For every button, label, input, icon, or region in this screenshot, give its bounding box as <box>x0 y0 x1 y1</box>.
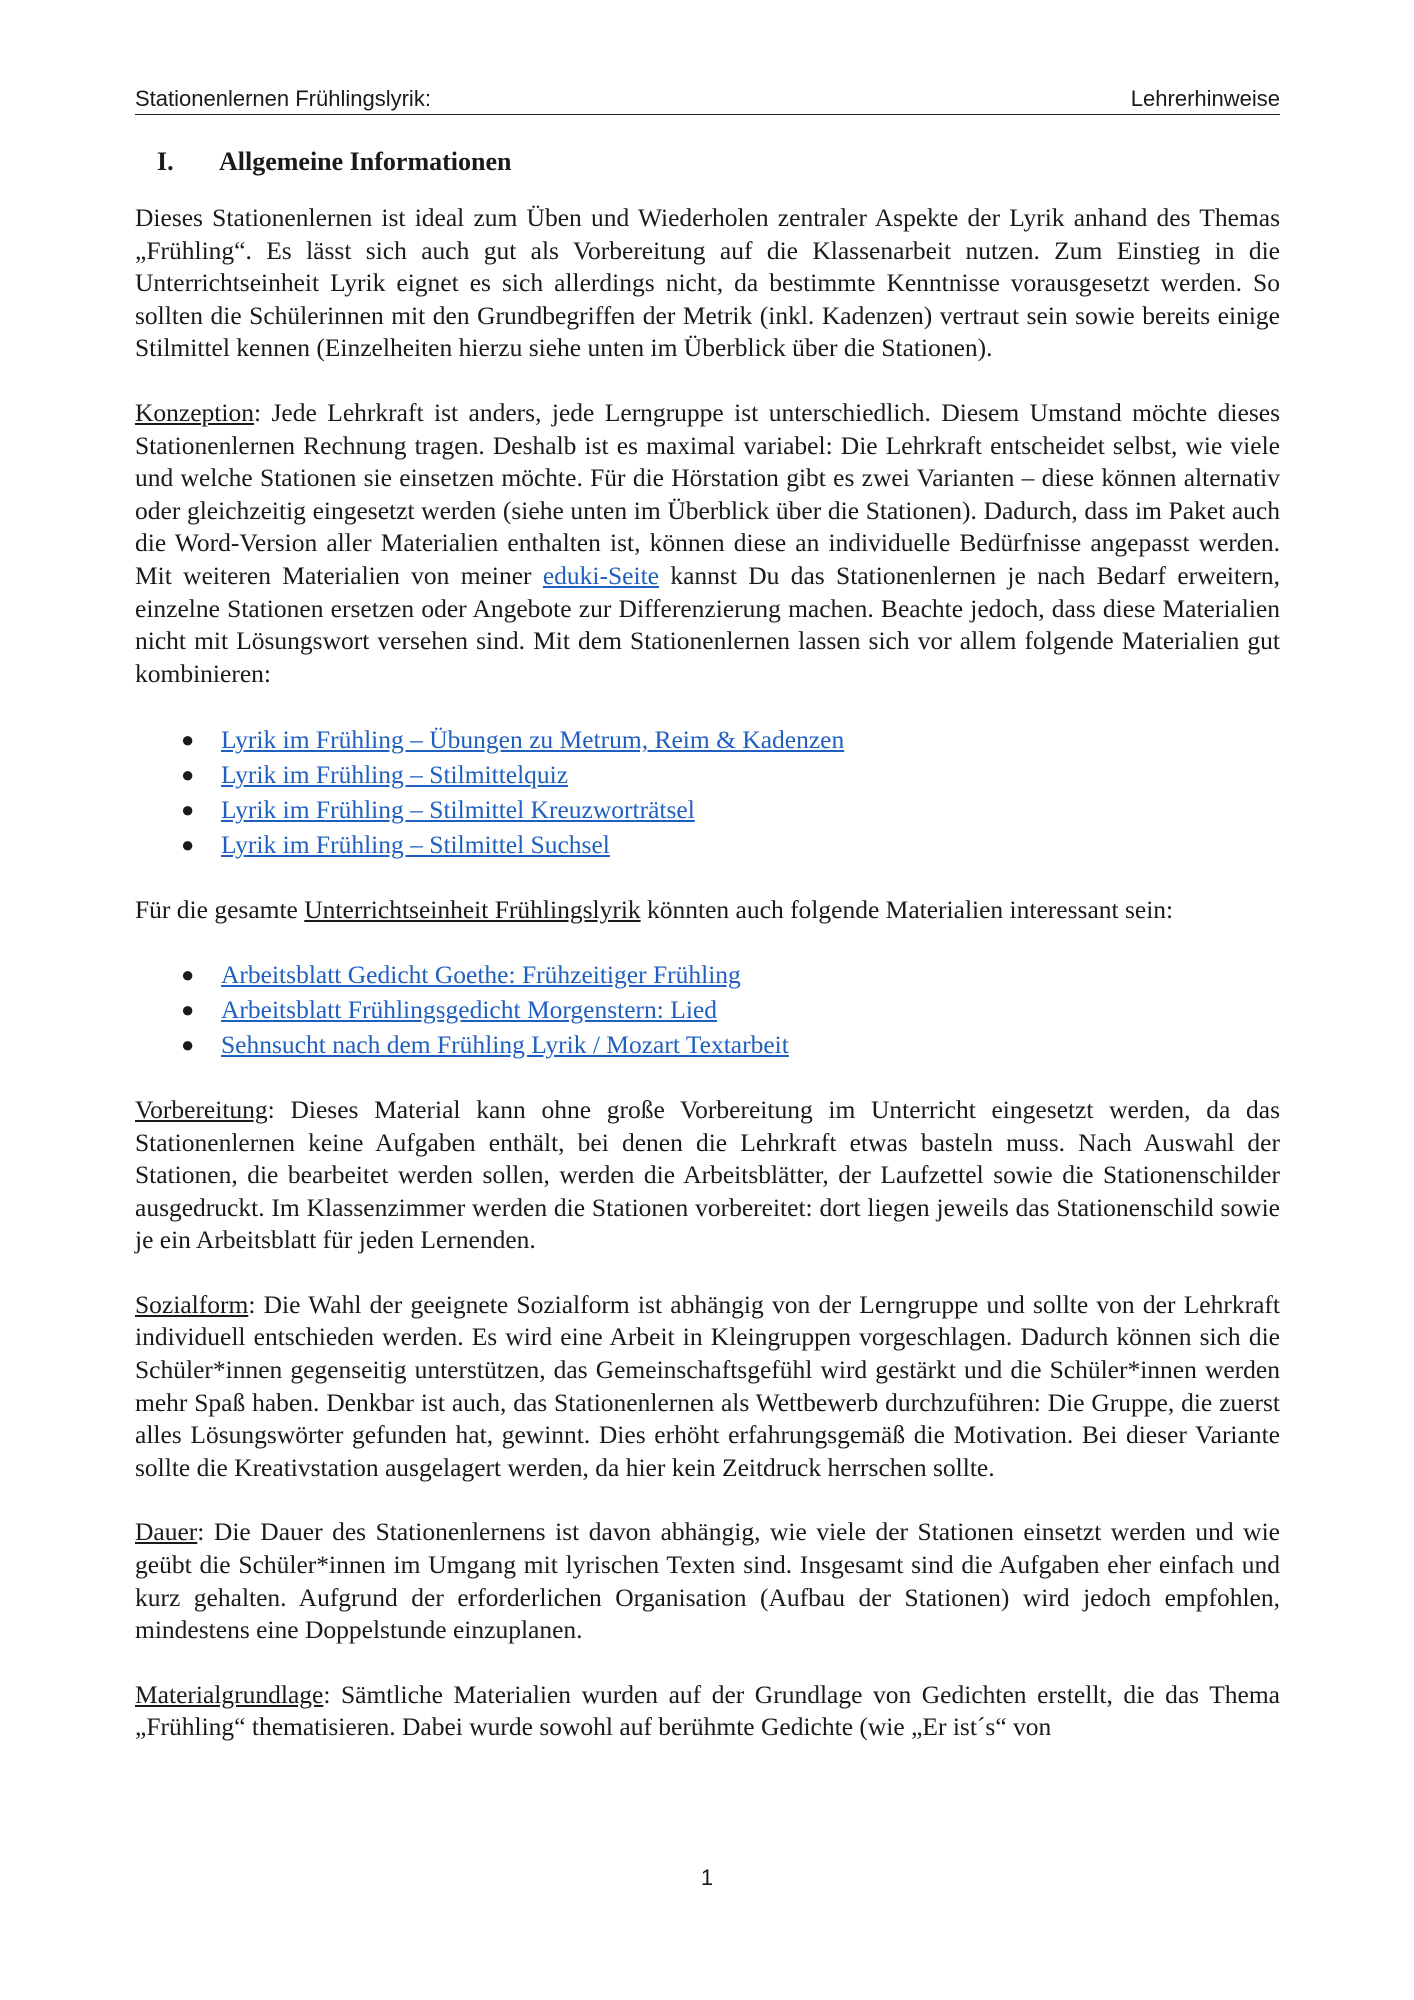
konzeption-text: : Jede Lehrkraft ist anders, jede Lerngruppe ist unterschiedlich. Diesem Umstand möchte dieses Stationenlernen Rechnung tragen. Deshalb ist es maximal variabel: Die Lehrkraft entscheidet selbst, wie viele und welche Stationen sie einsetzen möchte. Für die Hörstation gibt es zwei Varianten – diese können alternativ oder gleichzeitig eingesetzt werden (siehe unten im Überblick über die Stationen). Dadurch, dass im Paket auch die Word-Version aller Materialien enthalten ist, können diese an individuelle Bedürfnisse angepasst werden. Mit weiteren Materialien von meiner <box>135 397 1280 590</box>
material-link[interactable]: Sehnsucht nach dem Frühling Lyrik / Mozart Textarbeit <box>221 1029 789 1059</box>
material-link[interactable]: Arbeitsblatt Frühlingsgedicht Morgenstern: Lied <box>221 994 717 1024</box>
list-item <box>135 757 1280 792</box>
unit-text-continued: könnten auch folgende Materialien interessant sein: <box>640 895 1174 925</box>
list-item <box>135 722 1280 757</box>
section-heading <box>157 146 1280 178</box>
unit-paragraph <box>135 894 1280 927</box>
bullet-icon: ● <box>181 762 195 788</box>
bullet-icon: ● <box>181 1031 195 1057</box>
header-section: Lehrerhinweise <box>1130 86 1280 111</box>
bullet-icon: ● <box>181 996 195 1022</box>
dauer-paragraph <box>135 1516 1280 1646</box>
page-number: 1 <box>700 1865 714 1890</box>
dauer-label: Dauer <box>135 1517 198 1547</box>
material-link[interactable]: Arbeitsblatt Gedicht Goethe: Frühzeitiger Frühling <box>221 959 741 989</box>
bullet-icon: ● <box>181 797 195 823</box>
vorbereitung-text: : Dieses Material kann ohne große Vorbereitung im Unterricht eingesetzt werden, da das Stationenlernen keine Aufgaben enthält, bei denen die Lehrkraft etwas basteln muss. Nach Auswahl der Stationen, die bearbeitet werden sollen, werden die Arbeitsblätter, der Laufzettel sowie die Stationenschilder ausgedruckt. Im Klassenzimmer werden die Stationen vorbereitet: dort liegen jeweils das Stationenschild sowie je ein Arbeitsblatt für jeden Lernenden. <box>135 1094 1280 1255</box>
list-item <box>135 792 1280 827</box>
page-header <box>135 84 1280 115</box>
unit-label: Unterrichtseinheit Frühlingslyrik <box>304 895 641 925</box>
dauer-text: : Die Dauer des Stationenlernens ist davon abhängig, wie viele der Stationen einsetzt werden und wie geübt die Schüler*innen im Umgang mit lyrischen Texten sind. Insgesamt sind die Aufgaben eher einfach und kurz gehalten. Aufgrund der erforderlichen Organisation (Aufbau der Stationen) wird jedoch empfohlen, mindestens eine Doppelstunde einzuplanen. <box>135 1517 1280 1645</box>
materialgrundlage-paragraph <box>135 1679 1280 1744</box>
bullet-icon: ● <box>181 832 195 858</box>
list-item <box>135 957 1280 992</box>
unit-text: Für die gesamte <box>135 895 305 925</box>
materialgrundlage-label: Materialgrundlage <box>135 1679 324 1709</box>
section-number: I. <box>157 147 174 176</box>
materials-list <box>135 722 1280 862</box>
material-link[interactable]: Lyrik im Frühling – Stilmittel Suchsel <box>221 830 610 860</box>
bullet-icon: ● <box>181 961 195 987</box>
sozialform-label: Sozialform <box>135 1289 249 1319</box>
header-title: Stationenlernen Frühlingslyrik: <box>135 86 431 111</box>
section-title: Allgemeine Informationen <box>219 147 512 176</box>
list-item <box>135 1027 1280 1062</box>
eduki-link[interactable]: eduki-Seite <box>542 560 659 590</box>
konzeption-label: Konzeption <box>135 397 254 427</box>
list-item <box>135 992 1280 1027</box>
document-body <box>135 146 1280 1776</box>
vorbereitung-paragraph <box>135 1094 1280 1257</box>
intro-paragraph: Dieses Stationenlernen ist ideal zum Üben und Wiederholen zentraler Aspekte der Lyrik anhand des Themas „Frühling“. Es lässt sich auch gut als Vorbereitung auf die Klassenarbeit nutzen. Zum Einstieg in die Unterrichtseinheit Lyrik eignet es sich allerdings nicht, da bestimmte Kenntnisse vorausgesetzt werden. So sollten die Schülerinnen mit den Grundbegriffen der Metrik (inkl. Kadenzen) vertraut sein sowie bereits einige Stilmittel kennen (Einzelheiten hierzu siehe unten im Überblick über die Stationen). <box>135 203 1280 363</box>
material-link[interactable]: Lyrik im Frühling – Stilmittelquiz <box>221 760 569 790</box>
vorbereitung-label: Vorbereitung <box>135 1094 268 1124</box>
unit-materials-list <box>135 957 1280 1062</box>
konzeption-text-continued: kannst Du das Stationenlernen je nach Bedarf erweitern, einzelne Stationen ersetzen oder Angebote zur Differenzierung machen. Beachte jedoch, dass diese Materialien nicht mit Lösungswort versehen sind. Mit dem Stationenlernen lassen sich vor allem folgende Materialien gut kombinieren: <box>135 560 1280 688</box>
sozialform-text: : Die Wahl der geeignete Sozialform ist abhängig von der Lerngruppe und sollte von der Lehrkraft individuell entschieden werden. Es wird eine Arbeit in Kleingruppen vorgeschlagen. Dadurch können sich die Schüler*innen gegenseitig unterstützen, das Gemeinschaftsgefühl wird gestärkt und die Schüler*innen werden mehr Spaß haben. Denkbar ist auch, das Stationenlernen als Wettbewerb durchzuführen: Die Gruppe, die zuerst alles Lösungswörter gefunden hat, gewinnt. Dies erhöht erfahrungsgemäß die Motivation. Bei dieser Variante sollte die Kreativstation ausgelagert werden, da hier kein Zeitdruck herrschen sollte. <box>135 1289 1280 1482</box>
material-link[interactable]: Lyrik im Frühling – Übungen zu Metrum, Reim & Kadenzen <box>221 725 845 755</box>
konzeption-paragraph <box>135 397 1280 690</box>
material-link[interactable]: Lyrik im Frühling – Stilmittel Kreuzworträtsel <box>221 795 695 825</box>
bullet-icon: ● <box>181 727 195 753</box>
sozialform-paragraph <box>135 1289 1280 1485</box>
list-item <box>135 827 1280 862</box>
materialgrundlage-text: : Sämtliche Materialien wurden auf der Grundlage von Gedichten erstellt, die das Thema „Frühling“ thematisieren. Dabei wurde sowohl auf berühmte Gedichte (wie „Er ist´s“ von <box>135 1679 1280 1742</box>
